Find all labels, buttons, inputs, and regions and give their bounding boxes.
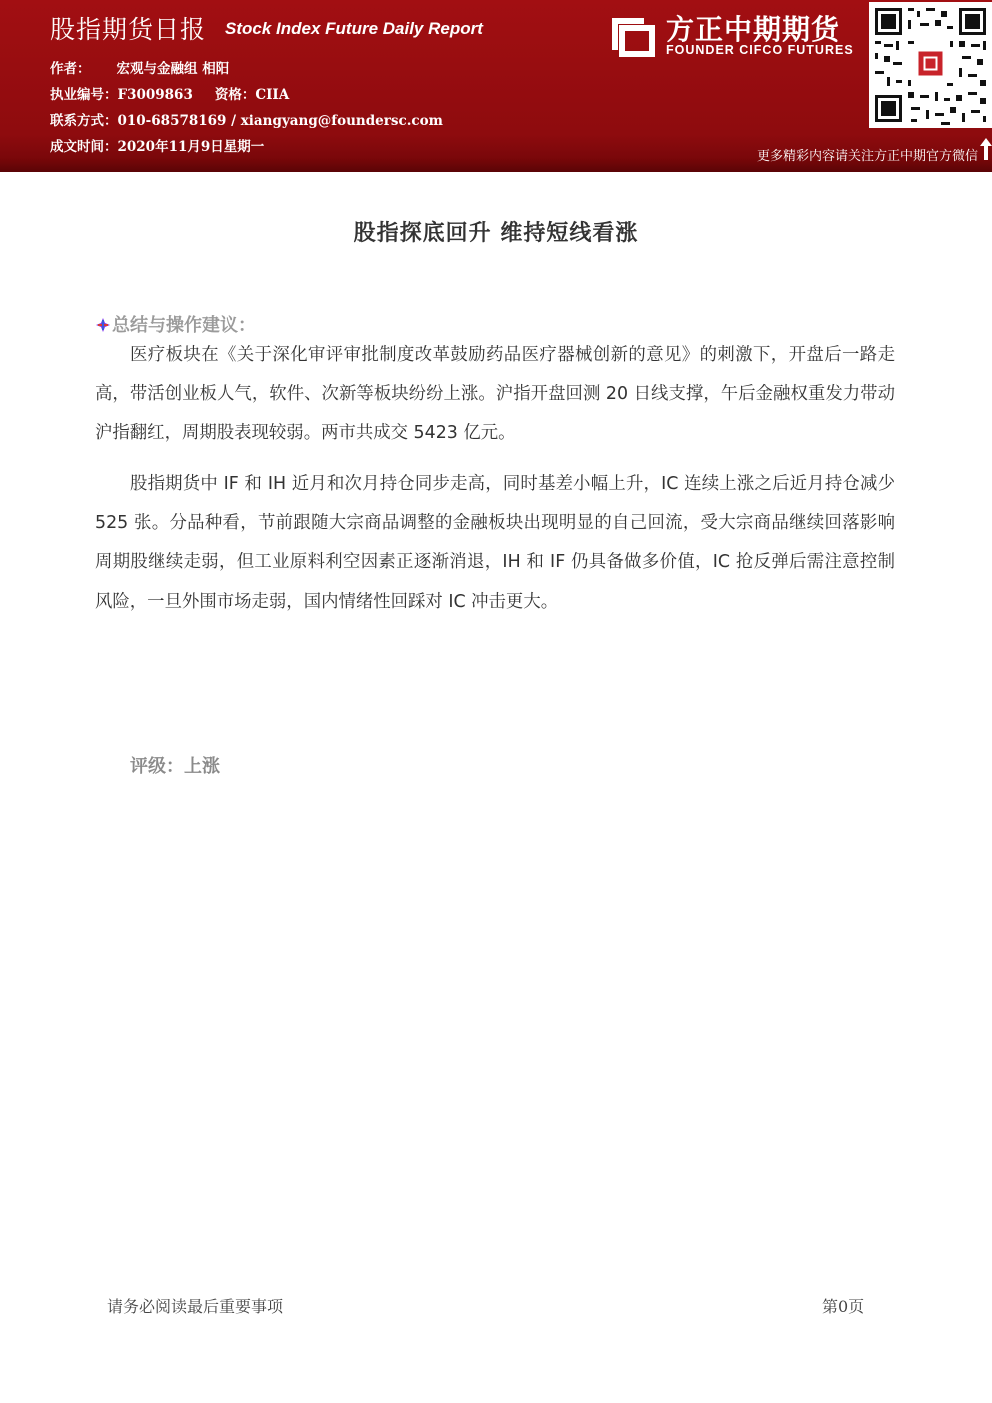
date-label: 成文时间： [50,139,118,155]
license-value: F3009863 [117,87,193,103]
paragraph-1: 医疗板块在《关于深化审评审批制度改革鼓励药品医疗器械创新的意见》的刺激下，开盘后一路走高，带活创业板人气，软件、次新等板块纷纷上涨。沪指开盘回测 20 日线支撑，午后金融权重发力带动沪指翻红，周期股表现较弱。两市共成交 5423 亿元。 [95,345,895,444]
bullet-icon [96,318,110,332]
rating: 评级：上涨 [130,756,220,777]
section-heading [96,311,256,337]
logo-mark-icon [608,10,656,58]
section-heading-text: 总结与操作建议： [112,315,256,336]
report-title-en: Stock Index Future Daily Report [225,19,483,38]
author-value: 宏观与金融组 相阳 [116,61,230,77]
page-number: 第0页 [822,1297,865,1316]
company-logo [608,8,864,60]
date-line [50,135,264,155]
paragraph-2: 股指期货中 IF 和 IH 近月和次月持仓同步走高，同时基差小幅上升，IC 连续上涨之后近月持仓减少 525 张。分品种看，节前跟随大宗商品调整的金融板块出现明显的自己回流，受大宗商品继续回落影响周期股继续走弱，但工业原料利空因素正逐渐消退，IH 和 IF 仍具备做多价值，IC 抢反弹后需注意控制风险，一旦外围市场走弱，国内情绪性回踩对 IC 冲击更大。 [95,474,895,612]
license-line [50,83,289,103]
date-value: 2020年11月9日星期一 [117,139,265,155]
author-label: 作者： [50,61,91,77]
footer-notice: 请务必阅读最后重要事项 [107,1297,284,1316]
contact-value: 010-68578169 / xiangyang@foundersc.com [117,113,443,129]
qual-value: CIIA [255,87,290,103]
qr-code-icon [869,2,992,128]
license-label: 执业编号： [50,87,118,103]
qual-label: 资格： [214,87,256,103]
report-header [0,0,992,172]
logo-text-cn: 方正中期期货 [666,13,841,46]
wechat-note: 更多精彩内容请关注方正中期官方微信 [756,149,978,164]
contact-line [50,109,443,129]
up-arrow-icon [980,138,992,160]
logo-text-en: FOUNDER CIFCO FUTURES [666,43,854,57]
document-title: 股指探底回升 维持短线看涨 [353,221,639,246]
author-line [50,57,229,77]
report-title-cn: 股指期货日报 [50,15,207,44]
contact-label: 联系方式： [50,113,118,129]
